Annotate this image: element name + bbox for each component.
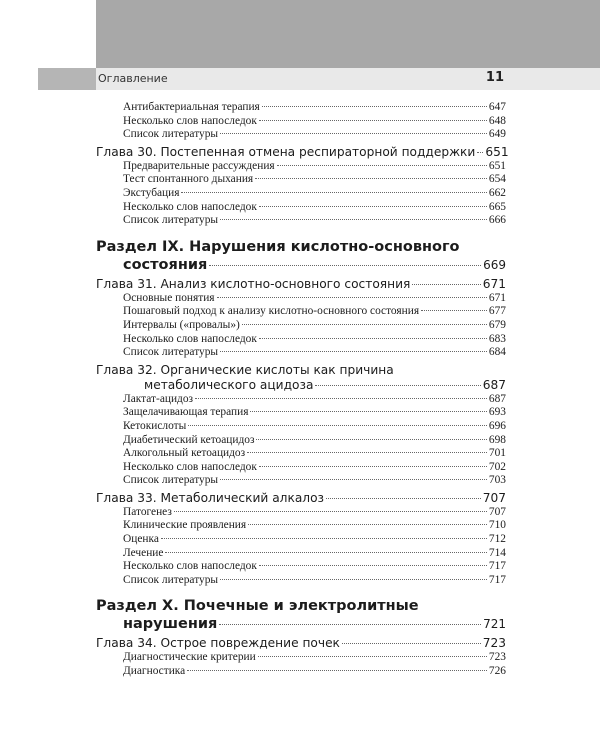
dot-leader <box>259 565 487 566</box>
toc-section-heading-continued <box>96 256 506 274</box>
dot-leader <box>248 524 487 525</box>
toc-subentry <box>96 406 506 420</box>
dot-leader <box>174 511 487 512</box>
running-title: Оглавление <box>98 72 168 85</box>
toc-subentry <box>96 547 506 561</box>
toc-subentry <box>96 506 506 520</box>
dot-leader <box>209 265 481 266</box>
toc-subentry <box>96 651 506 665</box>
entry-title: метаболического ацидоза <box>144 377 314 392</box>
entry-title: состояния <box>123 256 208 273</box>
entry-title: Экстубация <box>123 186 180 199</box>
toc-subentry <box>96 187 506 201</box>
entry-page: 683 <box>488 332 506 345</box>
entry-page: 647 <box>488 101 506 113</box>
entry-title: Глава 31. Анализ кислотно-основного состояния <box>96 276 411 291</box>
toc-subentry <box>96 665 506 679</box>
toc-subentry <box>96 201 506 215</box>
entry-page: 696 <box>488 419 506 432</box>
toc-chapter <box>96 491 506 506</box>
dot-leader <box>165 552 486 553</box>
entry-page: 717 <box>488 573 506 586</box>
entry-title: Список литературы <box>123 346 219 359</box>
entry-page: 687 <box>482 377 506 392</box>
toc-chapter-continued <box>96 378 506 393</box>
entry-title: Лечение <box>123 546 164 559</box>
dot-leader <box>195 398 487 399</box>
entry-title: Интервалы («провалы») <box>123 318 240 331</box>
dot-leader <box>161 538 487 539</box>
table-of-contents <box>96 101 509 679</box>
dot-leader <box>277 165 487 166</box>
toc-section-heading: Раздел IX. Нарушения кислотно-основного <box>96 238 460 255</box>
entry-title: Предварительные рассуждения <box>123 159 275 172</box>
header-bar-tab <box>38 68 96 90</box>
toc-subentry <box>96 173 506 187</box>
entry-title: Пошаговый подход к анализу кислотно-основного состояния <box>123 305 420 318</box>
entry-page: 679 <box>488 318 506 331</box>
toc-subentry <box>96 115 506 129</box>
entry-page: 707 <box>488 505 506 518</box>
toc-subentry <box>96 214 506 228</box>
entry-page: 701 <box>488 447 506 460</box>
entry-title: Несколько слов напоследок <box>123 114 257 127</box>
entry-title: Защелачивающая терапия <box>123 406 249 419</box>
toc-subentry <box>96 101 506 115</box>
entry-page: 693 <box>488 406 506 419</box>
toc-chapter <box>96 636 506 651</box>
dot-leader <box>258 656 487 657</box>
toc-section-heading-continued <box>96 615 506 633</box>
entry-title: Список литературы <box>123 573 219 586</box>
entry-title: Антибактериальная терапия <box>123 101 260 113</box>
entry-page: 677 <box>488 305 506 318</box>
entry-page: 671 <box>482 276 506 291</box>
dot-leader <box>421 310 487 311</box>
toc-subentry <box>96 346 506 360</box>
entry-page: 721 <box>483 617 506 632</box>
dot-leader <box>259 338 487 339</box>
toc-subentry <box>96 560 506 574</box>
dot-leader <box>188 425 487 426</box>
entry-page: 698 <box>488 433 506 446</box>
entry-page: 651 <box>485 144 509 159</box>
entry-page: 651 <box>488 159 506 172</box>
dot-leader <box>220 351 487 352</box>
dot-leader <box>220 133 487 134</box>
dot-leader <box>256 439 486 440</box>
entry-page: 714 <box>488 546 506 559</box>
toc-section-heading: Раздел X. Почечные и электролитные <box>96 598 419 615</box>
dot-leader <box>255 178 487 179</box>
entry-page: 671 <box>488 291 506 304</box>
entry-page: 687 <box>488 392 506 405</box>
entry-title: Кетокислоты <box>123 419 187 432</box>
entry-page: 669 <box>483 257 506 272</box>
toc-subentry <box>96 333 506 347</box>
entry-title: Глава 30. Постепенная отмена респираторной поддержки <box>96 144 476 159</box>
dot-leader <box>250 411 486 412</box>
dot-leader <box>326 498 481 499</box>
entry-page: 702 <box>488 460 506 473</box>
dot-leader <box>181 192 486 193</box>
entry-page: 723 <box>482 636 506 651</box>
dot-leader <box>259 120 487 121</box>
entry-page: 717 <box>488 560 506 573</box>
entry-page: 648 <box>488 114 506 127</box>
entry-page: 726 <box>488 665 506 678</box>
entry-page: 665 <box>488 200 506 213</box>
toc-chapter <box>96 144 509 160</box>
dot-leader <box>219 624 481 625</box>
dot-leader <box>477 152 483 153</box>
entry-title: Несколько слов напоследок <box>123 332 257 345</box>
toc-subentry <box>96 533 506 547</box>
entry-title: Несколько слов напоследок <box>123 200 257 213</box>
entry-title: Диагностические критерии <box>123 651 256 664</box>
entry-title: Список литературы <box>123 474 219 487</box>
entry-page: 662 <box>488 186 506 199</box>
entry-title: Глава 33. Метаболический алкалоз <box>96 490 325 505</box>
dot-leader <box>220 219 487 220</box>
entry-page: 649 <box>488 128 506 141</box>
entry-title: Патогенез <box>123 505 172 518</box>
entry-page: 710 <box>488 519 506 532</box>
entry-page: 723 <box>488 651 506 664</box>
entry-title: Несколько слов напоследок <box>123 560 257 573</box>
entry-title: Тест спонтанного дыхания <box>123 173 254 186</box>
toc-subentry <box>96 160 506 174</box>
entry-title: Глава 34. Острое повреждение почек <box>96 636 340 651</box>
dot-leader <box>412 284 480 285</box>
entry-page: 684 <box>488 346 506 359</box>
dot-leader <box>315 385 480 386</box>
toc-subentry <box>96 474 506 488</box>
dot-leader <box>262 106 487 107</box>
toc-subentry <box>96 305 506 319</box>
dot-leader <box>220 579 487 580</box>
toc-subentry <box>96 420 506 434</box>
entry-page: 666 <box>488 214 506 227</box>
dot-leader <box>259 206 487 207</box>
toc-subentry <box>96 519 506 533</box>
entry-title: нарушения <box>123 616 218 633</box>
toc-subentry <box>96 461 506 475</box>
dot-leader <box>242 324 487 325</box>
entry-title: Оценка <box>123 533 159 546</box>
entry-page: 712 <box>488 533 506 546</box>
dot-leader <box>342 643 481 644</box>
toc-subentry <box>96 393 506 407</box>
toc-subentry <box>96 574 506 588</box>
entry-title: Диабетический кетоацидоз <box>123 433 255 446</box>
toc-subentry <box>96 292 506 306</box>
dot-leader <box>259 466 487 467</box>
entry-page: 654 <box>488 173 506 186</box>
toc-subentry <box>96 128 506 142</box>
header-gray-block <box>96 0 600 68</box>
entry-title: Основные понятия <box>123 291 215 304</box>
toc-subentry <box>96 434 506 448</box>
toc-chapter: Глава 32. Органические кислоты как причина <box>96 362 394 377</box>
page-number: 11 <box>485 70 504 85</box>
dot-leader <box>187 670 487 671</box>
toc-subentry <box>96 319 506 333</box>
entry-title: Несколько слов напоследок <box>123 460 257 473</box>
entry-title: Диагностика <box>123 665 186 678</box>
entry-title: Алкогольный кетоацидоз <box>123 447 246 460</box>
toc-chapter <box>96 277 506 292</box>
dot-leader <box>217 297 487 298</box>
entry-page: 707 <box>482 490 506 505</box>
entry-title: Список литературы <box>123 128 219 141</box>
dot-leader <box>247 452 487 453</box>
entry-page: 703 <box>488 474 506 487</box>
dot-leader <box>220 479 487 480</box>
entry-title: Список литературы <box>123 214 219 227</box>
toc-subentry <box>96 447 506 461</box>
entry-title: Клинические проявления <box>123 519 247 532</box>
entry-title: Лактат-ацидоз <box>123 392 194 405</box>
